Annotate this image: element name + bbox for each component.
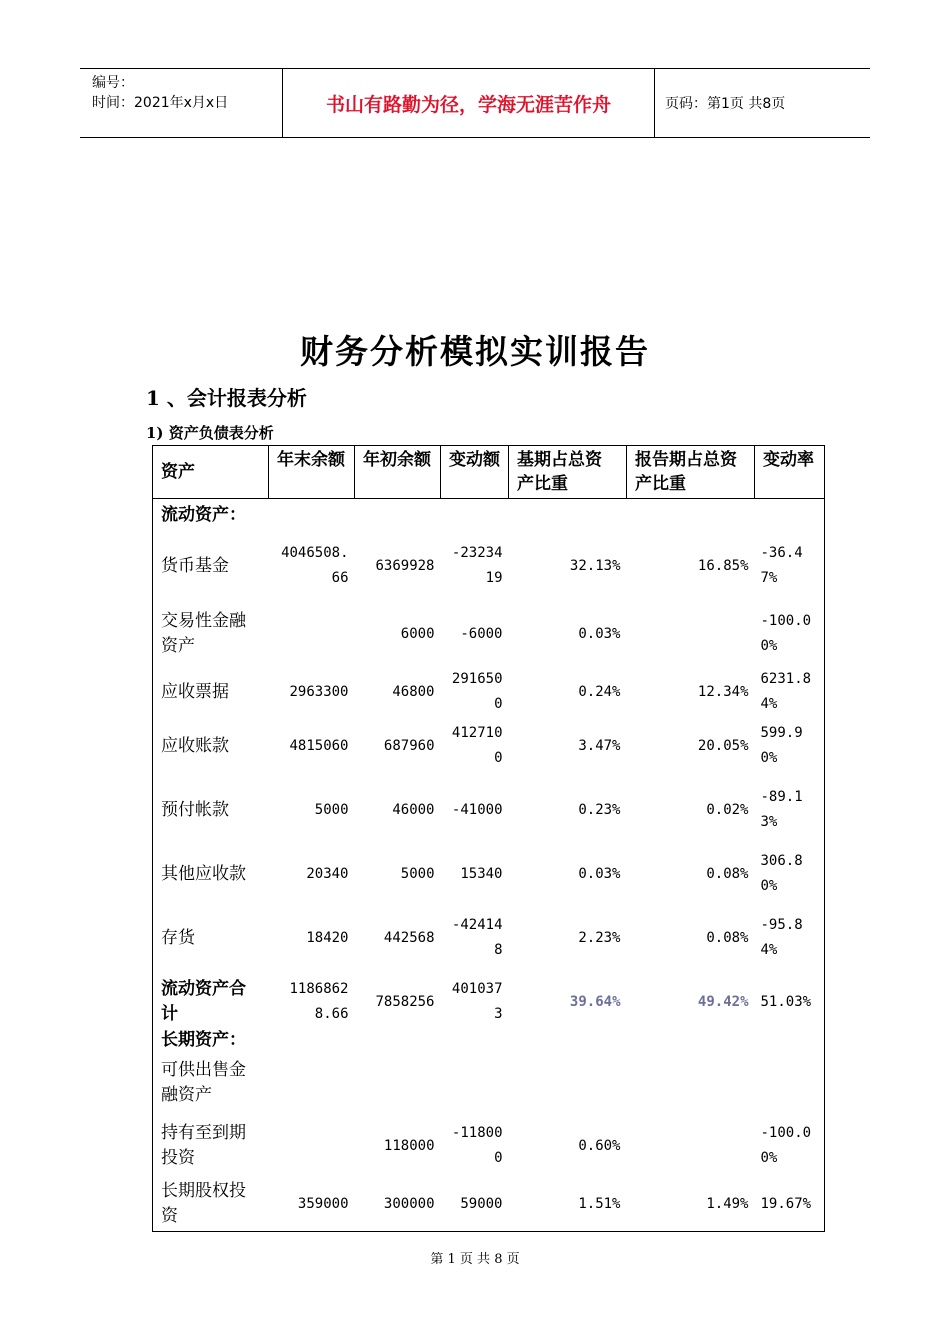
table-row — [153, 719, 825, 773]
cell-change-rate: 6231.84% — [760, 671, 812, 712]
row-label: 存货 — [161, 927, 195, 948]
section-row-longterm — [153, 1029, 825, 1051]
cell-report-ratio — [627, 1115, 755, 1177]
cell-report-ratio: 1.49% — [706, 1195, 749, 1212]
row-label: 流动资产合计 — [161, 979, 246, 1024]
cell-change-rate: -100.00% — [760, 1125, 812, 1166]
cell-end-balance: 2963300 — [289, 683, 349, 700]
cell-change: 15340 — [460, 865, 503, 882]
cell-end-balance — [269, 603, 355, 665]
col-header-asset: 资产 — [153, 446, 269, 499]
number-label: 编号： — [92, 75, 134, 91]
cell-end-balance: 4815060 — [289, 737, 349, 754]
col-header-begin-balance: 年初余额 — [355, 446, 441, 499]
cell-report-ratio: 0.08% — [706, 929, 749, 946]
cell-report-ratio: 0.02% — [706, 801, 749, 818]
cell-change: 4127100 — [451, 725, 503, 766]
header-motto: 书山有路勤为径，学海无涯苦作舟 — [282, 69, 655, 137]
cell-base-ratio: 0.60% — [578, 1137, 621, 1154]
cell-change-rate: -95.84% — [760, 917, 803, 958]
cell-end-balance: 20340 — [306, 865, 349, 882]
cell-begin-balance: 442568 — [383, 929, 435, 946]
total-row — [153, 975, 825, 1029]
row-label: 应收账款 — [161, 735, 229, 756]
cell-begin-balance: 46000 — [392, 801, 435, 818]
page-footer: 第 1 页 共 8 页 — [430, 1252, 520, 1267]
cell-base-ratio: 1.51% — [578, 1195, 621, 1212]
cell-change-rate: 599.90% — [760, 725, 803, 766]
row-label: 其他应收款 — [161, 863, 246, 884]
cell-change-rate: -89.13% — [760, 789, 803, 830]
row-label: 交易性金融资产 — [161, 611, 246, 656]
cell-change-rate: 306.80% — [760, 853, 803, 894]
cell-end-balance: 11868628.66 — [289, 981, 349, 1022]
col-header-base-ratio: 基期占总资产比重 — [509, 446, 627, 499]
cell-base-ratio: 0.24% — [578, 683, 621, 700]
section-row-current — [153, 499, 825, 530]
table-row — [153, 773, 825, 847]
cell-change-rate: 51.03% — [760, 993, 812, 1010]
header-page-info: 页码：第1页 共8页 — [665, 96, 786, 112]
cell-change: -2323419 — [451, 545, 503, 586]
cell-change-rate: -36.47% — [760, 545, 803, 586]
col-header-end-balance: 年末余额 — [269, 446, 355, 499]
cell-change: 2916500 — [451, 671, 503, 712]
cell-change: -41000 — [451, 801, 503, 818]
cell-base-ratio — [509, 1051, 627, 1115]
cell-end-balance: 359000 — [297, 1195, 349, 1212]
cell-begin-balance: 118000 — [383, 1137, 435, 1154]
row-label: 持有至到期投资 — [161, 1123, 246, 1168]
col-header-change-rate: 变动率 — [755, 446, 825, 499]
cell-base-ratio: 3.47% — [578, 737, 621, 754]
cell-begin-balance: 46800 — [392, 683, 435, 700]
cell-base-ratio: 32.13% — [569, 557, 621, 574]
cell-begin-balance: 5000 — [400, 865, 435, 882]
cell-change-rate: -100.00% — [760, 613, 812, 654]
cell-report-ratio: 16.85% — [697, 557, 749, 574]
table-row — [153, 1051, 825, 1115]
cell-change: 59000 — [460, 1195, 503, 1212]
row-label: 应收票据 — [161, 681, 229, 702]
cell-end-balance — [269, 1115, 355, 1177]
cell-base-ratio: 2.23% — [578, 929, 621, 946]
cell-report-ratio: 0.08% — [706, 865, 749, 882]
cell-begin-balance: 687960 — [383, 737, 435, 754]
cell-change — [441, 1051, 509, 1115]
row-label: 预付帐款 — [161, 799, 229, 820]
cell-base-ratio: 39.64% — [569, 993, 621, 1010]
section-heading: 1 、会计报表分析 — [146, 386, 307, 410]
table-row — [153, 665, 825, 719]
col-header-change: 变动额 — [441, 446, 509, 499]
cell-begin-balance: 6000 — [400, 625, 435, 642]
cell-begin-balance — [355, 1051, 441, 1115]
subsection-heading: 1) 资产负债表分析 — [146, 424, 274, 442]
row-label: 可供出售金融资产 — [161, 1060, 246, 1105]
section-label-current: 流动资产： — [161, 505, 246, 525]
section-label-longterm: 长期资产： — [161, 1030, 246, 1050]
row-label: 长期股权投资 — [161, 1181, 246, 1226]
table-row — [153, 603, 825, 665]
table-row — [153, 1115, 825, 1177]
cell-end-balance: 18420 — [306, 929, 349, 946]
cell-base-ratio: 0.23% — [578, 801, 621, 818]
cell-report-ratio — [627, 1051, 755, 1115]
cell-begin-balance: 300000 — [383, 1195, 435, 1212]
balance-sheet-table — [152, 445, 825, 1232]
header-meta — [80, 69, 282, 137]
cell-report-ratio: 12.34% — [697, 683, 749, 700]
cell-report-ratio: 49.42% — [697, 993, 749, 1010]
document-header — [80, 68, 870, 138]
cell-end-balance — [269, 1051, 355, 1115]
page-title: 财务分析模拟实训报告 — [300, 332, 650, 371]
time-label: 时间：2021年x月x日 — [92, 95, 229, 111]
cell-base-ratio: 0.03% — [578, 625, 621, 642]
table-row — [153, 529, 825, 603]
cell-base-ratio: 0.03% — [578, 865, 621, 882]
table-row — [153, 1177, 825, 1232]
cell-end-balance: 5000 — [314, 801, 349, 818]
table-row — [153, 847, 825, 901]
cell-change-rate — [755, 1051, 825, 1115]
cell-change-rate: 19.67% — [760, 1195, 812, 1212]
cell-change: -118000 — [451, 1125, 503, 1166]
cell-report-ratio: 20.05% — [697, 737, 749, 754]
cell-end-balance: 4046508.66 — [281, 545, 349, 586]
cell-change: -424148 — [451, 917, 503, 958]
cell-begin-balance: 7858256 — [375, 993, 435, 1010]
cell-change: 4010373 — [451, 981, 503, 1022]
cell-begin-balance: 6369928 — [375, 557, 435, 574]
row-label: 货币基金 — [161, 555, 229, 576]
cell-change: -6000 — [460, 625, 503, 642]
table-header-row — [153, 446, 825, 499]
col-header-report-ratio: 报告期占总资产比重 — [627, 446, 755, 499]
cell-report-ratio — [627, 603, 755, 665]
table-row — [153, 901, 825, 975]
